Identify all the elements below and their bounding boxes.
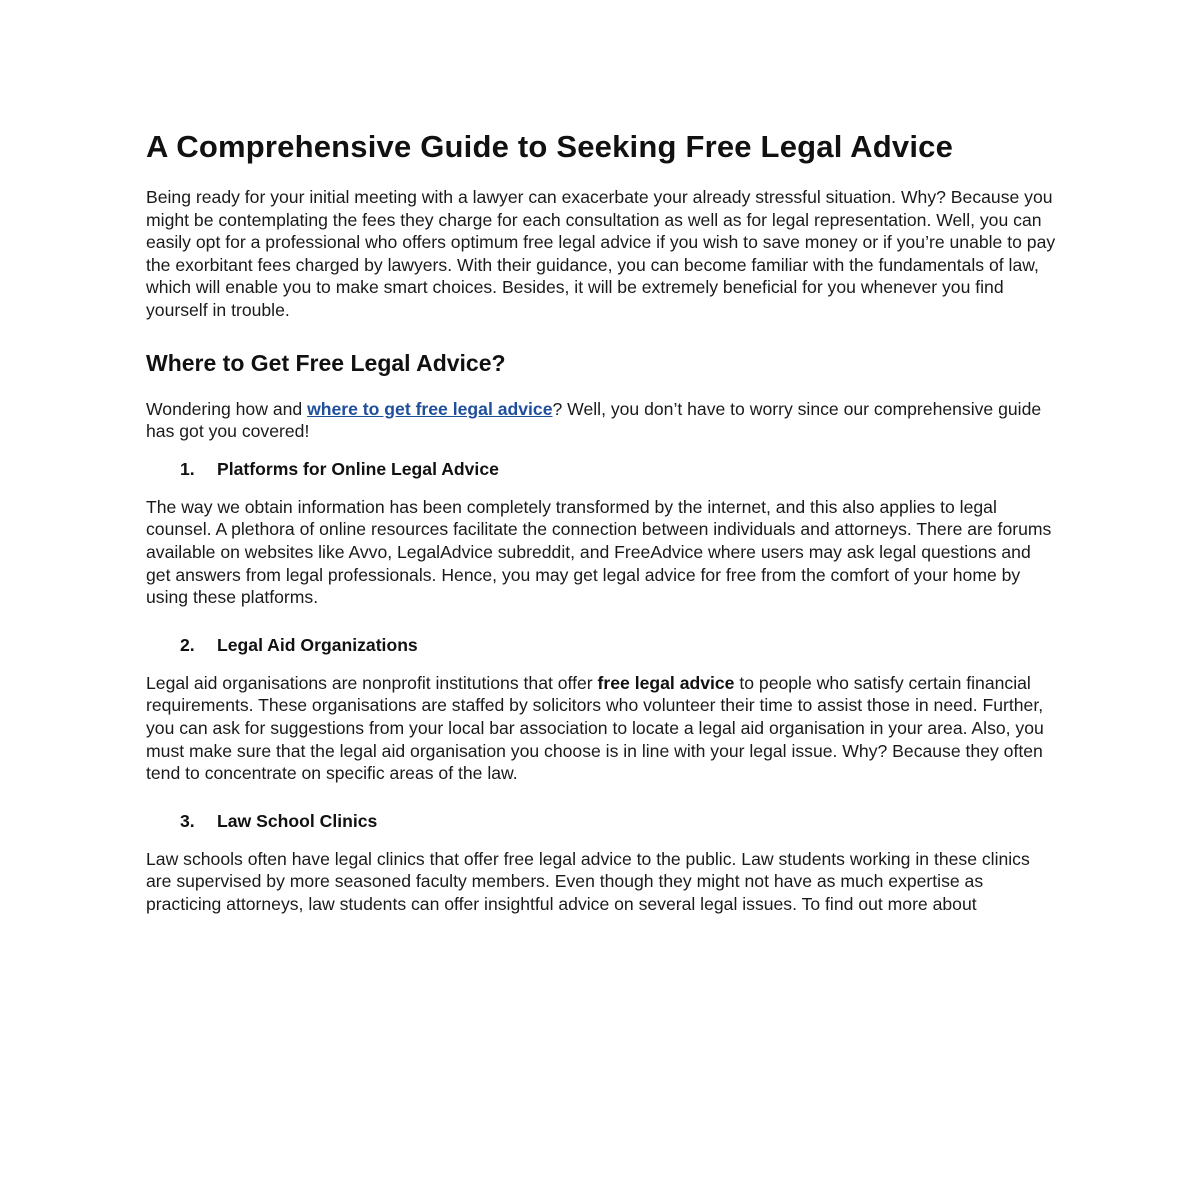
list-item-title: Legal Aid Organizations (217, 634, 418, 655)
lead-text-after: ? Well, you don’t have to worry since our comprehensive guide has got you covered! (146, 398, 1042, 442)
list-item-heading-3 (146, 810, 1056, 832)
list-item-body-2 (146, 672, 1056, 785)
free-legal-advice-link[interactable]: where to get free legal advice (307, 398, 553, 419)
bold-phrase: free legal advice (597, 672, 735, 693)
page-title: A Comprehensive Guide to Seeking Free Legal Advice (146, 129, 954, 164)
list-item-body-1: The way we obtain information has been completely transformed by the internet, and this also applies to legal counsel. A plethora of online resources facilitate the connection between individuals and attorneys. There are forums available on websites like Avvo, LegalAdvice subreddit, and FreeAdvice where users may ask legal questions and get answers from legal professionals. Hence, you may get legal advice for free from the comfort of your home by using these platforms. (146, 496, 1052, 608)
section-lead-paragraph (146, 398, 1056, 443)
list-number: 3. (180, 810, 195, 831)
list-item-body-3: Law schools often have legal clinics that offer free legal advice to the public. Law students working in these clinics are supervised by more seasoned faculty members. Even though they might not have as much expertise as practicing attorneys, law students can offer insightful advice on several legal issues. To find out more about (146, 848, 1030, 914)
list-number: 1. (180, 458, 195, 479)
lead-text-before: Wondering how and (146, 398, 308, 419)
list-item-heading-1 (146, 458, 1056, 480)
list-item-title: Platforms for Online Legal Advice (217, 458, 499, 479)
document-page (146, 128, 1056, 940)
intro-paragraph: Being ready for your initial meeting with a lawyer can exacerbate your already stressful situation. Why? Because you might be contemplating the fees they charge for each consultation as well as for legal representation. Well, you can easily opt for a professional who offers optimum free legal advice if you wish to save money or if you’re unable to pay the exorbitant fees charged by lawyers. With their guidance, you can become familiar with the fundamentals of law, which will enable you to make smart choices. Besides, it will be extremely beneficial for you whenever you find yourself in trouble. (146, 187, 1056, 320)
list-item-title: Law School Clinics (217, 810, 378, 831)
list-item-heading-2 (146, 634, 1056, 656)
list-number: 2. (180, 634, 195, 655)
section-heading: Where to Get Free Legal Advice? (146, 349, 506, 376)
body-text-before: Legal aid organisations are nonprofit institutions that offer (146, 672, 598, 693)
body-text-after: to people who satisfy certain financial requirements. These organisations are staffed by solicitors who volunteer their time to assist those in need. Further, you can ask for suggestions from your local bar association to locate a legal aid organisation in your area. Also, you must make sure that the legal aid organisation you choose is in line with your legal issue. Why? Because they often tend to concentrate on specific areas of the law. (146, 672, 1044, 784)
